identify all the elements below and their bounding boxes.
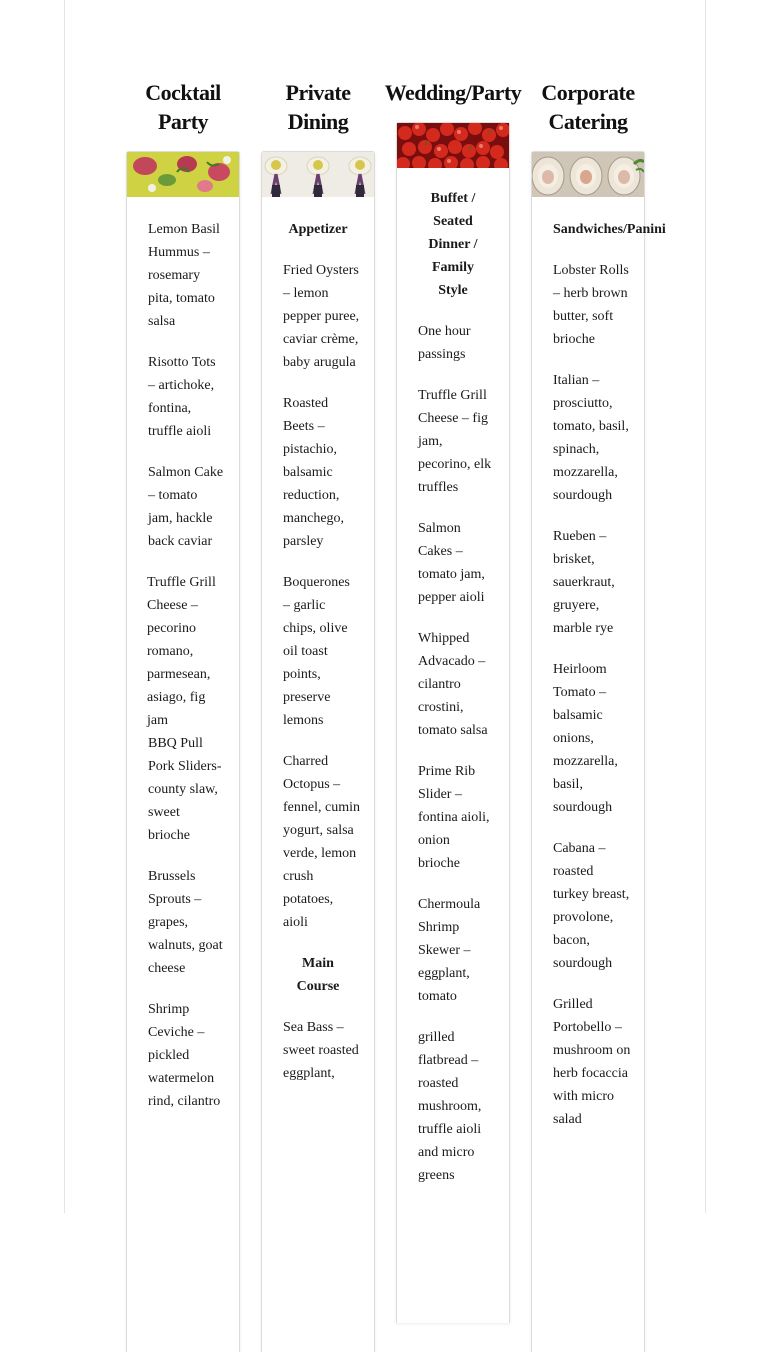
section-heading: Buffet / Seated Dinner / Family Style (428, 191, 478, 298)
menu-item: Prime Rib Slider – fontina aioli, onion brioche (418, 764, 490, 871)
column-title-line: Wedding/Party (384, 80, 522, 105)
oysters-photo (532, 152, 644, 197)
menu-item: Cabana – roasted turkey breast, provolone, bacon, sourdough (553, 841, 630, 971)
menu-item: Boquerones – garlic chips, olive oil toast points, preserve lemons (283, 575, 350, 728)
menu-item: Truffle Grill Cheese – pecorino romano, parmesean, asiago, fig jam (147, 575, 216, 728)
menu-card (126, 151, 240, 1352)
column-title (106, 78, 260, 136)
menu-item: Brussels Sprouts – grapes, walnuts, goat cheese (148, 869, 223, 976)
menu-item: BBQ Pull Pork Sliders- county slaw, sweet brioche (148, 736, 222, 843)
menu-item: Chermoula Shrimp Skewer – eggplant, tomato (418, 897, 481, 1004)
menu-item: grilled flatbread – roasted mushroom, truffle aioli and micro greens (418, 1030, 482, 1183)
menu-item: Charred Octopus – fennel, cumin yogurt, salsa verde, lemon crush potatoes, aioli (283, 754, 360, 930)
menu-item: Heirloom Tomato – balsamic onions, mozzarella, basil, sourdough (553, 662, 618, 815)
menu-item: Sea Bass – sweet roasted eggplant, (283, 1020, 359, 1081)
cherry-tomatoes-photo (397, 123, 509, 168)
menu-card (396, 122, 510, 1323)
menu-item: Lobster Rolls – herb brown butter, soft brioche (553, 263, 629, 347)
menu-item: Salmon Cakes – tomato jam, pepper aioli (418, 521, 485, 605)
menu-item: One hour passings (418, 324, 471, 362)
column-title (376, 78, 530, 107)
column-title-line: Private (285, 80, 351, 105)
menu-page (64, 0, 706, 1213)
menu-item: Fried Oysters – lemon pepper puree, caviar crème, baby arugula (283, 263, 360, 370)
section-heading: Sandwiches/Panini (553, 222, 666, 237)
appetizer-plate-photo (127, 152, 239, 197)
column-title-line: Cocktail (145, 80, 221, 105)
menu-item: Italian – prosciutto, tomato, basil, spinach, mozzarella, sourdough (553, 373, 629, 503)
menu-item: Truffle Grill Cheese – fig jam, pecorino, elk truffles (418, 388, 492, 495)
menu-card (531, 151, 666, 1352)
section-heading: Main Course (296, 956, 340, 994)
menu-item: Salmon Cake – tomato jam, hackle back caviar (148, 465, 224, 549)
menu-item: Risotto Tots – artichoke, fontina, truffle aioli (148, 355, 216, 439)
column-title (241, 78, 395, 136)
column-title-line: Dining (287, 109, 349, 134)
column-title-line: Catering (548, 109, 628, 134)
menu-item: Whipped Advacado – cilantro crostini, tomato salsa (418, 631, 488, 738)
column-title-line: Corporate (541, 80, 635, 105)
menu-card (261, 151, 375, 1352)
menu-item: Shrimp Ceviche – pickled watermelon rind, cilantro (148, 1002, 221, 1109)
canape-spoons-photo (262, 152, 374, 197)
menu-item: Rueben – brisket, sauerkraut, gruyere, marble rye (553, 529, 615, 636)
menu-item: Lemon Basil Hummus – rosemary pita, tomato salsa (148, 222, 220, 329)
column-title-line: Party (157, 109, 209, 134)
column-title (511, 78, 665, 136)
menu-item: Grilled Portobello – mushroom on herb focaccia with micro salad (553, 997, 631, 1127)
menu-item: Roasted Beets – pistachio, balsamic reduction, manchego, parsley (283, 396, 345, 549)
section-heading: Appetizer (288, 222, 348, 237)
